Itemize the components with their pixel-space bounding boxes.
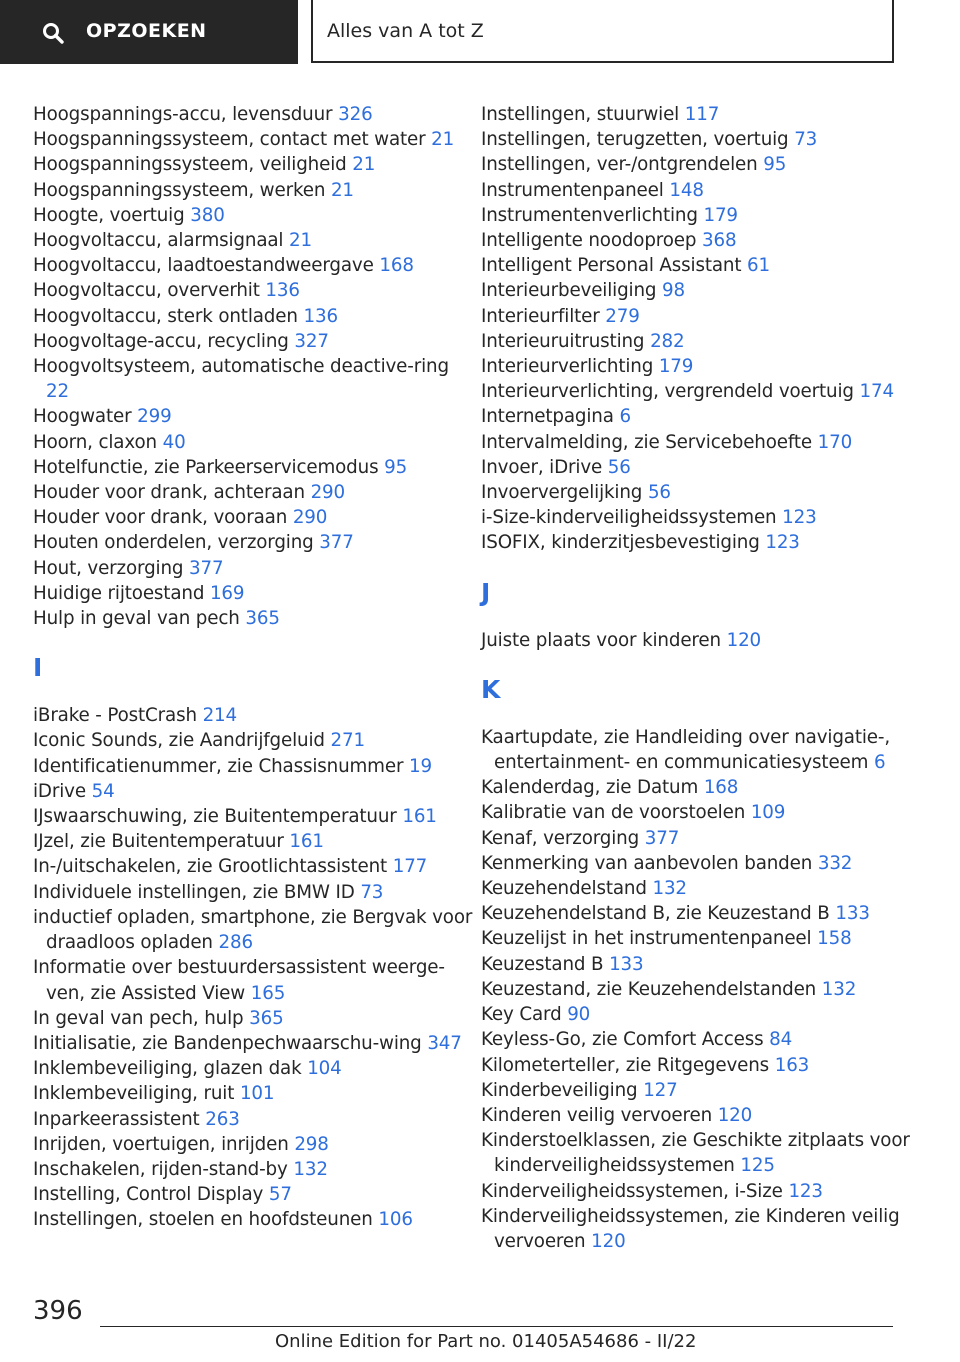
page-reference-link[interactable]: 327 — [294, 330, 329, 352]
index-entry-text: Instelling, Control Display — [33, 1184, 264, 1206]
index-entry-text: Instellingen, terugzetten, voertuig — [481, 129, 789, 151]
index-entry-text: Houder voor drank, achteraan — [33, 482, 305, 504]
page-reference-link[interactable]: 299 — [137, 406, 172, 428]
index-entry — [33, 253, 473, 278]
page-reference-link[interactable]: 271 — [330, 730, 365, 752]
page-reference-link[interactable]: 163 — [774, 1054, 810, 1076]
page-reference-link[interactable]: 132 — [821, 978, 857, 1000]
index-entry-text: Hoogvoltaccu, laadtoestandweergave — [33, 255, 374, 277]
index-entry-text: Kinderveiligheidssystemen, zie Kinderen veilig vervoeren — [481, 1205, 900, 1252]
page-reference-link[interactable]: 148 — [669, 179, 704, 201]
page-reference-link[interactable]: 161 — [289, 831, 324, 853]
page-reference-link[interactable]: 90 — [567, 1004, 591, 1026]
page-number: 396 — [33, 1296, 83, 1326]
page-reference-link[interactable]: 179 — [658, 356, 694, 378]
index-entry — [33, 728, 473, 753]
index-entry-text: Invoervergelijking — [481, 482, 643, 504]
index-entry-text: Kalenderdag, zie Datum — [481, 777, 699, 799]
index-entry-text: Instellingen, stoelen en hoofdsteunen — [33, 1209, 373, 1231]
index-entry — [33, 178, 473, 203]
page-reference-link[interactable]: 168 — [379, 255, 414, 277]
page-reference-link[interactable]: 101 — [239, 1083, 275, 1105]
page-reference-link[interactable]: 286 — [218, 932, 253, 954]
index-entry-text: Internetpagina — [481, 406, 614, 428]
index-entry-text: Inparkeerassistent — [33, 1108, 200, 1130]
page-reference-link[interactable]: 21 — [330, 179, 354, 201]
page-reference-link[interactable]: 21 — [431, 129, 455, 151]
index-entry — [481, 203, 921, 228]
page-reference-link[interactable]: 158 — [817, 928, 852, 950]
page-reference-link[interactable]: 168 — [703, 777, 739, 799]
index-entry — [33, 1157, 473, 1182]
index-entry — [481, 178, 921, 203]
page-reference-link[interactable]: 123 — [782, 507, 817, 529]
index-entry-text: In geval van pech, hulp — [33, 1007, 244, 1029]
index-entry — [481, 379, 921, 404]
index-entry — [33, 581, 473, 606]
page-reference-link[interactable]: 368 — [702, 230, 737, 252]
index-entry-text: Hoogspanningssysteem, werken — [33, 179, 326, 201]
index-entry-text: Keuzehendelstand B, zie Keuzestand B — [481, 903, 830, 925]
index-entry — [481, 228, 921, 253]
page-reference-link[interactable]: 179 — [703, 204, 738, 226]
index-entry — [33, 1006, 473, 1031]
index-entry — [481, 977, 921, 1002]
page-reference-link[interactable]: 95 — [384, 456, 408, 478]
index-entry-text: Hulp in geval van pech — [33, 608, 240, 630]
index-entry — [33, 505, 473, 530]
page-reference-link[interactable]: 282 — [650, 330, 685, 352]
index-entry — [33, 1031, 473, 1056]
page-reference-link[interactable]: 57 — [268, 1184, 292, 1206]
index-entry — [481, 102, 921, 127]
index-entry-text: Initialisatie, zie Bandenpechwaarschu-wing — [33, 1032, 422, 1054]
index-entry — [33, 102, 473, 127]
index-entry — [481, 775, 921, 800]
index-entry — [481, 480, 921, 505]
index-entry — [481, 1179, 921, 1204]
index-entry — [33, 854, 473, 879]
index-entry — [33, 905, 473, 955]
top-navigation — [0, 0, 960, 66]
page-reference-link[interactable]: 377 — [319, 532, 354, 554]
index-entry-text: IJswaarschuwing, zie Buitentemperatuur — [33, 806, 397, 828]
index-entry — [33, 354, 473, 404]
index-column-left — [33, 102, 473, 1233]
footer-divider — [100, 1326, 893, 1327]
index-entry — [33, 1182, 473, 1207]
index-entry — [481, 530, 921, 555]
index-entry-text: Instrumentenverlichting — [481, 204, 698, 226]
page-reference-link[interactable]: 19 — [408, 755, 432, 777]
index-entry-text: Instrumentenpaneel — [481, 179, 664, 201]
page-reference-link[interactable]: 133 — [609, 953, 644, 975]
page-reference-link[interactable]: 332 — [817, 852, 853, 874]
index-entry-text: Houten onderdelen, verzorging — [33, 532, 314, 554]
index-entry — [481, 800, 921, 825]
search-label: OPZOEKEN — [86, 20, 207, 42]
index-entry-text: Intelligent Personal Assistant — [481, 255, 742, 277]
page-reference-link[interactable]: 120 — [591, 1230, 626, 1252]
index-entry-text: Inklembeveiliging, ruit — [33, 1083, 235, 1105]
page-reference-link[interactable]: 279 — [605, 305, 640, 327]
page-reference-link[interactable]: 133 — [835, 903, 870, 925]
index-entry — [33, 530, 473, 555]
index-entry-text: Kaartupdate, zie Handleiding over navigatie-, entertainment- en communicatiesysteem — [481, 726, 890, 774]
index-entry — [481, 1053, 921, 1078]
page-reference-link[interactable]: 132 — [652, 878, 687, 900]
page-reference-link[interactable]: 377 — [644, 827, 680, 849]
index-entry-text: Interieuruitrusting — [481, 330, 645, 352]
index-entry-text: Kilometerteller, zie Ritgegevens — [481, 1054, 770, 1076]
index-entry — [33, 430, 473, 455]
search-tab[interactable] — [0, 0, 298, 64]
index-entry — [481, 952, 921, 977]
index-entry — [33, 1207, 473, 1232]
index-entry — [481, 926, 921, 951]
index-entry — [33, 1056, 473, 1081]
page-reference-link[interactable]: 326 — [338, 104, 373, 125]
page-reference-link[interactable]: 123 — [765, 532, 800, 554]
index-entry — [481, 127, 921, 152]
page-reference-link[interactable]: 106 — [378, 1209, 413, 1231]
page-reference-link[interactable]: 84 — [769, 1029, 793, 1051]
index-entry — [481, 430, 921, 455]
index-entry-text: Kenaf, verzorging — [481, 827, 640, 849]
index-entry-text: Kinderstoelklassen, zie Geschikte zitplaats voor kinderveiligheidssystemen — [481, 1130, 910, 1177]
index-entry-text: Juiste plaats voor kinderen — [481, 629, 721, 651]
index-entry — [481, 1002, 921, 1027]
index-entry — [481, 304, 921, 329]
index-entry — [481, 1204, 921, 1254]
index-entry-text: Inschakelen, rijden-stand-by — [33, 1158, 288, 1180]
page-reference-link[interactable]: 61 — [747, 255, 770, 277]
index-entry — [33, 703, 473, 728]
index-entry — [33, 1132, 473, 1157]
index-entry — [33, 480, 473, 505]
page-reference-link[interactable]: 22 — [46, 381, 69, 403]
index-entry-text: Key Card — [481, 1004, 562, 1026]
page-reference-link[interactable]: 290 — [310, 482, 346, 504]
index-entry-text: Kinderveiligheidssystemen, i-Size — [481, 1180, 783, 1202]
index-entry-text: Kenmerking van aanbevolen banden — [481, 852, 813, 874]
page-reference-link[interactable]: 56 — [647, 482, 671, 504]
index-entry-text: Interieurverlichting, vergrendeld voertuig — [481, 381, 854, 403]
index-entry — [481, 901, 921, 926]
page-reference-link[interactable]: 21 — [352, 154, 376, 176]
index-entry — [481, 1078, 921, 1103]
page-reference-link[interactable]: 120 — [717, 1104, 753, 1126]
index-entry-text: Inklembeveiliging, glazen dak — [33, 1058, 302, 1080]
page-reference-link[interactable]: 365 — [245, 608, 280, 630]
index-entry — [33, 127, 473, 152]
page-reference-link[interactable]: 98 — [662, 280, 686, 302]
index-entry — [33, 455, 473, 480]
index-entry — [33, 152, 473, 177]
page-reference-link[interactable]: 120 — [726, 629, 762, 651]
page-reference-link[interactable]: 117 — [684, 104, 720, 125]
page-reference-link[interactable]: 347 — [427, 1032, 462, 1054]
section-tab[interactable] — [311, 0, 894, 63]
index-entry-text: Hotelfunctie, zie Parkeerservicemodus — [33, 456, 379, 478]
page-reference-link[interactable]: 169 — [209, 582, 245, 604]
page-reference-link[interactable]: 109 — [750, 802, 786, 824]
index-entry — [33, 1081, 473, 1106]
index-entry-text: iDrive — [33, 780, 86, 802]
index-entry-text: Kinderen veilig vervoeren — [481, 1104, 713, 1126]
index-entry — [33, 754, 473, 779]
index-entry — [481, 628, 921, 653]
index-entry — [481, 152, 921, 177]
index-entry — [481, 1027, 921, 1052]
index-entry-text: Keuzehendelstand — [481, 878, 647, 900]
index-entry — [33, 556, 473, 581]
index-entry — [481, 505, 921, 530]
index-entry-text: Interieurfilter — [481, 305, 600, 327]
index-entry-text: Identificatienummer, zie Chassisnummer — [33, 755, 404, 777]
index-entry-text: Interieurverlichting — [481, 356, 654, 378]
index-letter-heading: K — [481, 674, 501, 704]
index-entry-text: In-/uitschakelen, zie Grootlichtassistent — [33, 856, 388, 878]
page-reference-link[interactable]: 377 — [189, 557, 224, 579]
index-entry — [481, 725, 921, 775]
index-entry-text: Hoorn, claxon — [33, 431, 157, 453]
page-reference-link[interactable]: 380 — [190, 204, 225, 226]
index-entry-text: Keuzestand, zie Keuzehendelstanden — [481, 978, 817, 1000]
page-reference-link[interactable]: 21 — [289, 230, 312, 252]
page-reference-link[interactable]: 263 — [205, 1108, 240, 1130]
search-icon — [42, 22, 64, 44]
index-entry-text: Hoogwater — [33, 406, 132, 428]
index-entry-text: iBrake - PostCrash — [33, 705, 197, 727]
index-entry-text: Hoogvoltsysteem, automatische deactive-ring — [33, 356, 449, 378]
page-reference-link[interactable]: 6 — [619, 406, 631, 428]
index-entry-text: inductief opladen, smartphone, zie Bergvak voor draadloos opladen — [33, 906, 473, 954]
index-column-right — [481, 102, 921, 1254]
page-reference-link[interactable]: 214 — [202, 705, 238, 727]
page-reference-link[interactable]: 6 — [873, 752, 886, 774]
index-entry — [481, 354, 921, 379]
index-entry-text: Hoogte, voertuig — [33, 204, 185, 226]
index-entry — [33, 404, 473, 429]
index-entry — [481, 1103, 921, 1128]
index-entry — [481, 826, 921, 851]
index-entry-text: Iconic Sounds, zie Aandrijfgeluid — [33, 730, 325, 752]
index-entry-text: Instellingen, stuurwiel — [481, 104, 680, 125]
index-entry-text: Hoogspannings-accu, levensduur — [33, 104, 333, 125]
index-entry-text: ISOFIX, kinderzitjesbevestiging — [481, 532, 760, 554]
index-entry — [481, 253, 921, 278]
page-reference-link[interactable]: 136 — [303, 305, 338, 327]
index-entry-text: Hoogvoltaccu, oververhit — [33, 280, 260, 302]
page-reference-link[interactable]: 161 — [402, 806, 437, 828]
index-letter-heading: J — [481, 577, 491, 607]
page-reference-link[interactable]: 73 — [360, 881, 384, 903]
index-entry — [33, 880, 473, 905]
index-entry — [33, 829, 473, 854]
index-entry — [33, 278, 473, 303]
page-reference-link[interactable]: 123 — [788, 1180, 823, 1202]
index-entry-text: Inrijden, voertuigen, inrijden — [33, 1133, 289, 1155]
index-entry — [33, 304, 473, 329]
index-entry-text: Individuele instellingen, zie BMW ID — [33, 881, 355, 903]
index-entry-text: Intervalmelding, zie Servicebehoefte — [481, 431, 812, 453]
index-entry-text: Keyless-Go, zie Comfort Access — [481, 1029, 764, 1051]
index-entry — [481, 329, 921, 354]
index-entry-text: Hoogspanningssysteem, veiligheid — [33, 154, 347, 176]
index-entry-text: Houder voor drank, vooraan — [33, 507, 288, 529]
index-entry-text: Kinderbeveiliging — [481, 1079, 638, 1101]
index-entry — [33, 779, 473, 804]
index-entry — [481, 1128, 921, 1178]
page-reference-link[interactable]: 290 — [292, 507, 328, 529]
index-entry-text: Instellingen, ver-/ontgrendelen — [481, 154, 758, 176]
page-reference-link[interactable]: 170 — [817, 431, 853, 453]
page-reference-link[interactable]: 177 — [392, 856, 428, 878]
page-reference-link[interactable]: 104 — [307, 1058, 342, 1080]
index-entry-text: Hoogvoltaccu, sterk ontladen — [33, 305, 298, 327]
index-entry — [33, 329, 473, 354]
section-title: Alles van A tot Z — [327, 20, 484, 42]
page-reference-link[interactable]: 95 — [763, 154, 787, 176]
page-reference-link[interactable]: 54 — [91, 780, 115, 802]
index-entry — [481, 455, 921, 480]
page-reference-link[interactable]: 40 — [162, 431, 186, 453]
index-entry — [481, 876, 921, 901]
index-entry-text: Keuzelijst in het instrumentenpaneel — [481, 928, 812, 950]
index-letter-heading: I — [33, 653, 43, 683]
page-reference-link[interactable]: 127 — [643, 1079, 678, 1101]
page-reference-link[interactable]: 165 — [250, 982, 286, 1004]
page-reference-link[interactable]: 136 — [265, 280, 300, 302]
page-reference-link[interactable]: 365 — [249, 1007, 284, 1029]
page-reference-link[interactable]: 56 — [607, 456, 631, 478]
index-entry — [33, 203, 473, 228]
index-entry — [33, 228, 473, 253]
index-entry-text: IJzel, zie Buitentemperatuur — [33, 831, 284, 853]
index-entry-text: Keuzestand B — [481, 953, 604, 975]
index-entry-text: Intelligente noodoproep — [481, 230, 697, 252]
index-entry-text: Invoer, iDrive — [481, 456, 603, 478]
index-entry — [33, 606, 473, 631]
index-entry-text: Hoogspanningssysteem, contact met water — [33, 129, 426, 151]
page-reference-link[interactable]: 73 — [794, 129, 818, 151]
index-entry-text: Interieurbeveiliging — [481, 280, 657, 302]
index-entry-text: Hoogvoltaccu, alarmsignaal — [33, 230, 284, 252]
index-entry-text: Informatie over bestuurdersassistent weerge-ven, zie Assisted View — [33, 957, 445, 1004]
index-entry-text: i-Size-kinderveiligheidssystemen — [481, 507, 777, 529]
page-reference-link[interactable]: 174 — [859, 381, 894, 403]
index-entry-text: Hout, verzorging — [33, 557, 184, 579]
index-entry — [33, 1107, 473, 1132]
page-reference-link[interactable]: 125 — [740, 1155, 775, 1177]
index-entry — [481, 278, 921, 303]
edition-footer: Online Edition for Part no. 01405A54686 - II/22 — [275, 1331, 697, 1352]
index-entry-text: Huidige rijtoestand — [33, 582, 205, 604]
index-entry-text: Kalibratie van de voorstoelen — [481, 802, 746, 824]
page-reference-link[interactable]: 132 — [293, 1158, 328, 1180]
index-entry — [481, 404, 921, 429]
index-entry — [481, 851, 921, 876]
page-reference-link[interactable]: 298 — [294, 1133, 329, 1155]
index-entry — [33, 804, 473, 829]
index-entry-text: Hoogvoltage-accu, recycling — [33, 330, 289, 352]
index-entry — [33, 955, 473, 1005]
